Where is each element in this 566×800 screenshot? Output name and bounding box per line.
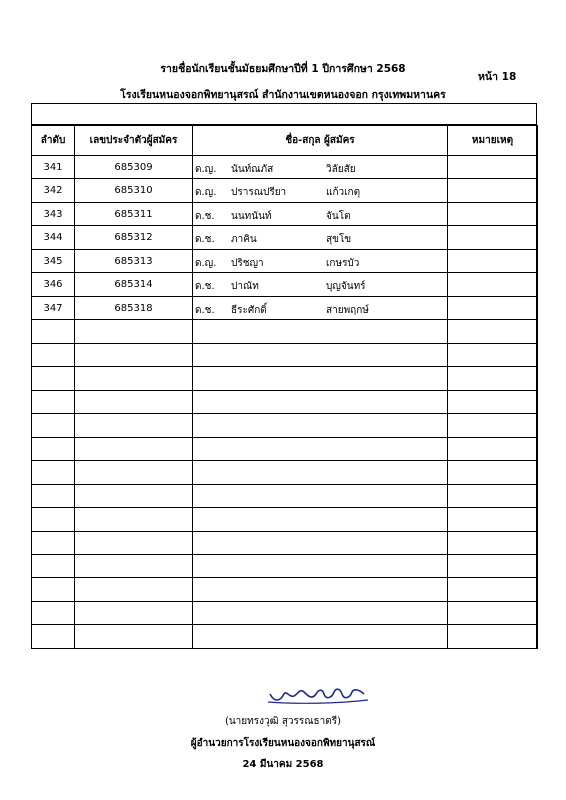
col-header-no: ลำดับ	[32, 126, 75, 156]
first-name: นันท์ณภัส	[231, 164, 274, 175]
col-header-id: เลขประจำตัวผู้สมัคร	[75, 126, 193, 156]
signature-image	[264, 682, 374, 706]
table-row	[32, 508, 538, 531]
cell-applicant-id	[75, 484, 193, 507]
cell-no: 345	[32, 249, 75, 272]
cell-note	[448, 461, 538, 484]
cell-applicant-id	[75, 414, 193, 437]
cell-no	[32, 578, 75, 601]
cell-note	[448, 296, 538, 319]
name-prefix: ด.ช.	[195, 304, 215, 316]
cell-full-name	[193, 390, 448, 413]
cell-no: 344	[32, 226, 75, 249]
cell-applicant-id	[75, 554, 193, 577]
cell-no: 347	[32, 296, 75, 319]
cell-full-name	[193, 531, 448, 554]
cell-note	[448, 156, 538, 179]
cell-applicant-id: 685318	[75, 296, 193, 319]
table-row	[32, 343, 538, 366]
page-number: หน้า 18	[478, 71, 517, 83]
cell-applicant-id	[75, 437, 193, 460]
cell-note	[448, 601, 538, 624]
table-blank-top-row	[31, 103, 537, 125]
cell-no: 341	[32, 156, 75, 179]
cell-applicant-id: 685310	[75, 179, 193, 202]
cell-applicant-id	[75, 343, 193, 366]
table-row	[32, 249, 538, 272]
cell-no	[32, 554, 75, 577]
cell-note	[448, 179, 538, 202]
table-row	[32, 437, 538, 460]
cell-full-name	[193, 202, 448, 225]
table-row	[32, 226, 538, 249]
last-name: บุญจันทร์	[326, 281, 366, 293]
cell-note	[448, 343, 538, 366]
cell-note	[448, 226, 538, 249]
cell-no	[32, 625, 75, 649]
cell-no	[32, 508, 75, 531]
name-prefix: ด.ช.	[195, 281, 215, 293]
table-row	[32, 367, 538, 390]
name-prefix: ด.ญ.	[195, 257, 217, 269]
cell-full-name	[193, 601, 448, 624]
signatory-position: ผู้อำนวยการโรงเรียนหนองจอกพิทยานุสรณ์	[190, 738, 376, 749]
first-name: ธีระศักดิ์	[231, 304, 267, 316]
first-name: ภาคิน	[231, 234, 257, 246]
cell-note	[448, 273, 538, 296]
signatory-name: (นายทรงวุฒิ สุวรรณธาตรี)	[224, 716, 342, 727]
signature-date: 24 มีนาคม 2568	[242, 759, 324, 770]
cell-applicant-id	[75, 390, 193, 413]
col-header-name: ชื่อ-สกุล ผู้สมัคร	[193, 126, 448, 156]
table-row	[32, 554, 538, 577]
cell-applicant-id: 685309	[75, 156, 193, 179]
cell-full-name	[193, 367, 448, 390]
cell-no: 342	[32, 179, 75, 202]
first-name: นนทนันท์	[231, 210, 272, 222]
cell-applicant-id: 685312	[75, 226, 193, 249]
cell-full-name	[193, 179, 448, 202]
last-name: เกษรบัว	[326, 257, 360, 269]
cell-full-name	[193, 249, 448, 272]
table-row	[32, 601, 538, 624]
cell-note	[448, 367, 538, 390]
cell-full-name	[193, 484, 448, 507]
table-header-row	[32, 126, 538, 156]
table-row	[32, 461, 538, 484]
name-prefix: ด.ญ.	[195, 187, 217, 199]
table-row	[32, 320, 538, 343]
cell-no	[32, 320, 75, 343]
cell-full-name	[193, 625, 448, 649]
cell-no	[32, 484, 75, 507]
cell-full-name	[193, 296, 448, 319]
cell-note	[448, 437, 538, 460]
cell-applicant-id	[75, 461, 193, 484]
student-table	[31, 125, 538, 649]
cell-no	[32, 343, 75, 366]
table-row	[32, 625, 538, 649]
cell-full-name	[193, 156, 448, 179]
cell-note	[448, 625, 538, 649]
last-name: แก้วเกตุ	[326, 187, 361, 199]
table-row	[32, 296, 538, 319]
first-name: ปรารณปรียา	[231, 187, 287, 199]
cell-note	[448, 578, 538, 601]
cell-full-name	[193, 437, 448, 460]
cell-no	[32, 367, 75, 390]
school-name: โรงเรียนหนองจอกพิทยานุสรณ์ สำนักงานเขตหนองจอก กรุงเทพมหานคร	[120, 89, 446, 101]
table-row	[32, 414, 538, 437]
cell-full-name	[193, 226, 448, 249]
cell-note	[448, 390, 538, 413]
table-row	[32, 273, 538, 296]
table-row	[32, 179, 538, 202]
cell-applicant-id	[75, 601, 193, 624]
cell-applicant-id: 685314	[75, 273, 193, 296]
cell-applicant-id	[75, 367, 193, 390]
last-name: สายพฤกษ์	[326, 304, 369, 316]
cell-no	[32, 601, 75, 624]
cell-full-name	[193, 320, 448, 343]
cell-no	[32, 437, 75, 460]
cell-no	[32, 390, 75, 413]
cell-no	[32, 461, 75, 484]
cell-no	[32, 531, 75, 554]
table-row	[32, 156, 538, 179]
cell-full-name	[193, 273, 448, 296]
table-row	[32, 531, 538, 554]
table-row	[32, 390, 538, 413]
cell-applicant-id	[75, 625, 193, 649]
cell-applicant-id: 685311	[75, 202, 193, 225]
name-prefix: ด.ช.	[195, 210, 215, 222]
cell-full-name	[193, 508, 448, 531]
first-name: ปาณัท	[231, 281, 259, 293]
cell-full-name	[193, 414, 448, 437]
col-header-note: หมายเหตุ	[448, 126, 538, 156]
last-name: สุขโข	[326, 234, 352, 246]
cell-no: 346	[32, 273, 75, 296]
cell-no	[32, 414, 75, 437]
cell-full-name	[193, 343, 448, 366]
cell-note	[448, 414, 538, 437]
cell-no: 343	[32, 202, 75, 225]
name-prefix: ด.ช.	[195, 234, 215, 246]
cell-full-name	[193, 461, 448, 484]
cell-full-name	[193, 578, 448, 601]
last-name: วิลัยสัย	[326, 164, 356, 175]
cell-applicant-id	[75, 531, 193, 554]
first-name: ปริชญา	[231, 257, 264, 269]
cell-note	[448, 202, 538, 225]
cell-note	[448, 531, 538, 554]
table-row	[32, 202, 538, 225]
cell-note	[448, 249, 538, 272]
table-row	[32, 578, 538, 601]
cell-note	[448, 320, 538, 343]
cell-applicant-id: 685313	[75, 249, 193, 272]
cell-note	[448, 554, 538, 577]
last-name: จันโต	[326, 210, 351, 222]
cell-note	[448, 484, 538, 507]
document-title: รายชื่อนักเรียนชั้นมัธยมศึกษาปีที่ 1 ปีการศึกษา 2568	[160, 63, 406, 75]
cell-applicant-id	[75, 578, 193, 601]
cell-applicant-id	[75, 320, 193, 343]
table-row	[32, 484, 538, 507]
cell-full-name	[193, 554, 448, 577]
cell-note	[448, 508, 538, 531]
cell-applicant-id	[75, 508, 193, 531]
name-prefix: ด.ญ.	[195, 164, 217, 175]
